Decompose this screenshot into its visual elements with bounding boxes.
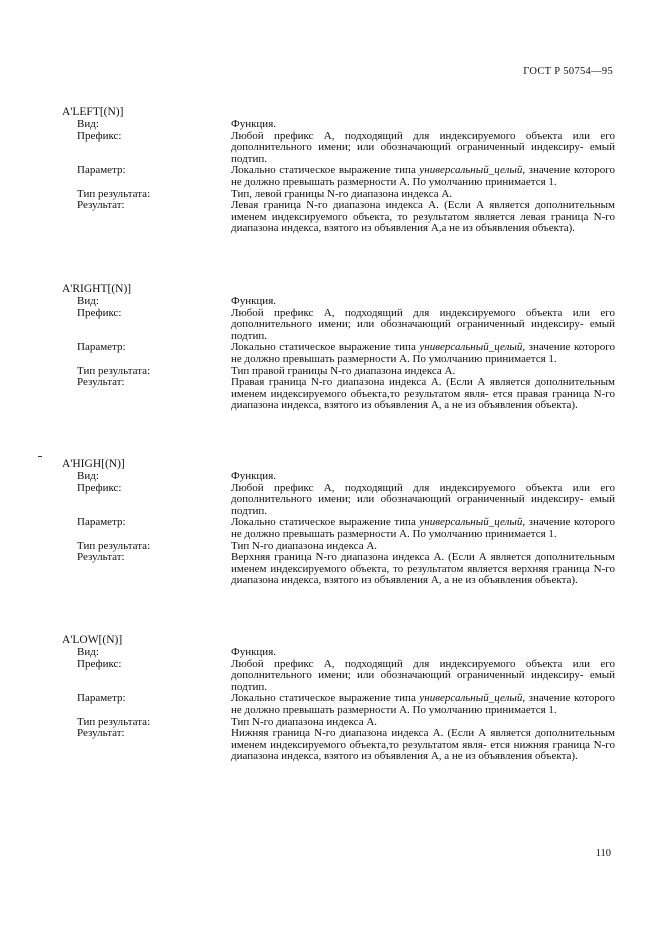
prefix-line: емый подтип. bbox=[231, 318, 615, 342]
result-label: Результат: bbox=[77, 727, 125, 740]
parameter-row bbox=[77, 693, 617, 716]
result-line: А, а не из объявления объекта). bbox=[430, 399, 578, 412]
result-row bbox=[77, 728, 617, 763]
parameter-row bbox=[77, 517, 617, 540]
result-text bbox=[231, 552, 615, 587]
attribute-block-left bbox=[62, 106, 617, 235]
prefix-row bbox=[77, 308, 617, 343]
result-type-label: Тип результата: bbox=[77, 539, 151, 552]
result-label: Результат: bbox=[77, 376, 125, 389]
result-line: Левая граница N-го диапазона индекса А. (Если А является bbox=[231, 199, 530, 212]
prefix-label: Префикс: bbox=[77, 481, 122, 494]
parameter-text bbox=[231, 342, 615, 365]
attribute-block-high bbox=[62, 458, 617, 587]
parameter-prefix: Локально статическое выражение типа bbox=[231, 692, 416, 705]
parameter-type: универсальный_целый bbox=[419, 516, 523, 529]
parameter-row bbox=[77, 165, 617, 188]
result-line: ется правая граница N-го диапазона индекса, взятого из объявления bbox=[231, 387, 615, 412]
result-type-value: Тип N-го диапазона индекса А. bbox=[231, 539, 378, 552]
parameter-text bbox=[231, 517, 615, 540]
parameter-line: принимается 1. bbox=[485, 352, 557, 365]
prefix-line: дополнительного имени; или обозначающий ограниченный индексиру- bbox=[231, 141, 584, 154]
parameter-label: Параметр: bbox=[77, 516, 126, 529]
parameter-label: Параметр: bbox=[77, 341, 126, 354]
parameter-text bbox=[231, 693, 615, 716]
result-label: Результат: bbox=[77, 199, 125, 212]
result-line: А,а не из объявления объекта). bbox=[430, 222, 576, 235]
prefix-line: емый подтип. bbox=[231, 141, 615, 165]
standard-header: ГОСТ Р 50754—95 bbox=[523, 66, 613, 77]
parameter-type: универсальный_целый bbox=[419, 164, 523, 177]
result-line: дополнительным именем индексируемого объекта, то результатом bbox=[231, 551, 616, 575]
result-line: Верхняя граница N-го диапазона индекса А. (Если А является bbox=[231, 551, 532, 564]
prefix-text bbox=[231, 659, 615, 694]
attribute-title: A'HIGH[(N)] bbox=[62, 458, 125, 470]
prefix-label: Префикс: bbox=[77, 657, 122, 670]
parameter-prefix: Локально статическое выражение типа bbox=[231, 516, 416, 529]
parameter-prefix: Локально статическое выражение типа bbox=[231, 341, 416, 354]
result-line: А, а не из объявления объекта). bbox=[430, 750, 578, 763]
prefix-line: Любой префикс А, подходящий для индексируемого объекта или его bbox=[231, 129, 615, 142]
result-line: объявления А, а не из объявления объекта). bbox=[374, 574, 578, 587]
kind-value: Функция. bbox=[231, 470, 277, 482]
prefix-line: емый подтип. bbox=[231, 493, 615, 517]
prefix-line: дополнительного имени; или обозначающий ограниченный индексиру- bbox=[231, 318, 584, 331]
prefix-line: емый подтип. bbox=[231, 669, 615, 693]
result-line: является левая граница N-го диапазона индекса, взятого из объявления bbox=[231, 210, 615, 235]
parameter-suffix: , значение bbox=[522, 341, 571, 354]
parameter-suffix: , значение bbox=[522, 164, 571, 177]
kind-value: Функция. bbox=[231, 118, 277, 130]
attribute-block-right bbox=[62, 283, 617, 412]
margin-mark bbox=[38, 456, 42, 457]
attribute-title: A'LOW[(N)] bbox=[62, 634, 123, 646]
prefix-label: Префикс: bbox=[77, 306, 122, 319]
kind-label: Вид: bbox=[77, 646, 99, 658]
result-type-label: Тип результата: bbox=[77, 715, 151, 728]
parameter-line: принимается 1. bbox=[485, 175, 557, 188]
result-type-value: Тип правой границы N-го диапазона индекса А. bbox=[231, 364, 456, 377]
result-text bbox=[231, 728, 615, 763]
prefix-text bbox=[231, 131, 615, 166]
result-line: ется нижняя граница N-го диапазона индекса, взятого из объявления bbox=[231, 738, 615, 763]
prefix-line: Любой префикс А, подходящий для индексируемого объекта или его bbox=[231, 481, 615, 494]
prefix-row bbox=[77, 483, 617, 518]
kind-label: Вид: bbox=[77, 118, 99, 130]
parameter-line: которого не должно превышать размерности А. По умолчанию bbox=[231, 341, 615, 365]
prefix-line: дополнительного имени; или обозначающий ограниченный индексиру- bbox=[231, 493, 584, 506]
prefix-line: Любой префикс А, подходящий для индексируемого объекта или его bbox=[231, 306, 615, 319]
prefix-text bbox=[231, 308, 615, 343]
parameter-type: универсальный_целый bbox=[419, 341, 523, 354]
parameter-suffix: , значение bbox=[522, 516, 571, 529]
result-type-value: Тип, левой границы N-го диапазона индекса А. bbox=[231, 187, 453, 200]
result-line: дополнительным именем индексируемого объекта, то результатом bbox=[231, 199, 615, 223]
result-line: дополнительным именем индексируемого объекта,то результатом явля- bbox=[231, 727, 615, 751]
result-type-label: Тип результата: bbox=[77, 364, 151, 377]
kind-label: Вид: bbox=[77, 295, 99, 307]
prefix-row bbox=[77, 659, 617, 694]
result-row bbox=[77, 377, 617, 412]
page-number: 110 bbox=[595, 848, 611, 859]
parameter-line: которого не должно превышать размерности А. По умолчанию bbox=[231, 164, 615, 188]
parameter-text bbox=[231, 165, 615, 188]
prefix-line: дополнительного имени; или обозначающий ограниченный индексиру- bbox=[231, 669, 584, 682]
kind-value: Функция. bbox=[231, 646, 277, 658]
result-text bbox=[231, 200, 615, 235]
result-row bbox=[77, 552, 617, 587]
parameter-line: принимается 1. bbox=[485, 527, 557, 540]
result-line: Нижняя граница N-го диапазона индекса А. (Если А является bbox=[231, 727, 531, 740]
parameter-prefix: Локально статическое выражение типа bbox=[231, 164, 416, 177]
parameter-line: принимается 1. bbox=[485, 703, 557, 716]
kind-label: Вид: bbox=[77, 470, 99, 482]
result-line: является верхняя граница N-го диапазона индекса, взятого из bbox=[231, 562, 615, 587]
prefix-text bbox=[231, 483, 615, 518]
result-label: Результат: bbox=[77, 551, 125, 564]
result-type-value: Тип N-го диапазона индекса А. bbox=[231, 715, 378, 728]
parameter-type: универсальный_целый bbox=[419, 692, 523, 705]
prefix-row bbox=[77, 131, 617, 166]
parameter-suffix: , значение bbox=[522, 692, 571, 705]
result-line: дополнительным именем индексируемого объекта,то результатом явля- bbox=[231, 376, 616, 400]
result-type-label: Тип результата: bbox=[77, 187, 151, 200]
result-line: Правая граница N-го диапазона индекса А. (Если А является bbox=[231, 376, 531, 389]
attribute-title: A'RIGHT[(N)] bbox=[62, 283, 132, 295]
attribute-title: A'LEFT[(N)] bbox=[62, 106, 124, 118]
parameter-line: которого не должно превышать размерности А. По умолчанию bbox=[231, 516, 615, 540]
parameter-line: которого не должно превышать размерности А. По умолчанию bbox=[231, 692, 615, 716]
parameter-label: Параметр: bbox=[77, 164, 126, 177]
prefix-label: Префикс: bbox=[77, 129, 122, 142]
result-text bbox=[231, 377, 615, 412]
attribute-block-low bbox=[62, 634, 617, 763]
result-row bbox=[77, 200, 617, 235]
parameter-row bbox=[77, 342, 617, 365]
kind-value: Функция. bbox=[231, 295, 277, 307]
parameter-label: Параметр: bbox=[77, 692, 126, 705]
prefix-line: Любой префикс А, подходящий для индексируемого объекта или его bbox=[231, 657, 615, 670]
